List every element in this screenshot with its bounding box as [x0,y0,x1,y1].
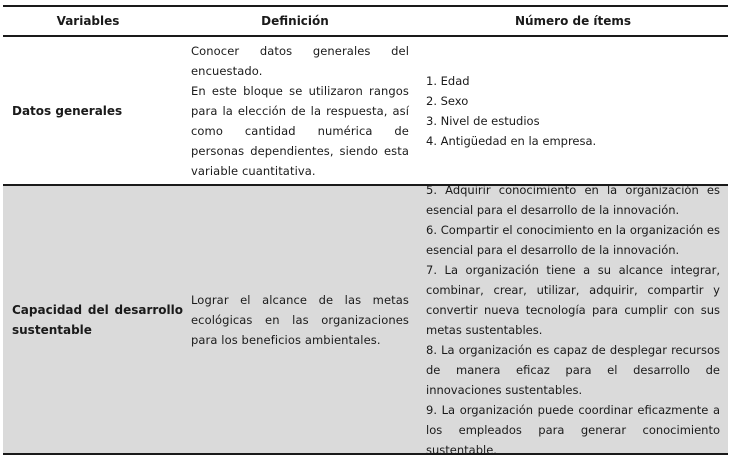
item: 3. Nivel de estudios [426,113,540,128]
variable-cell: Capacidad del desarrollo sustentable [12,302,183,337]
table-row [3,37,728,186]
definition-text: Conocer datos generales del encuestado. [191,43,409,78]
definition-text: Lograr el alcance de las metas ecológicas en las organizaciones para los beneficios ambientales. [191,292,409,347]
item: 4. Antigüedad en la empresa. [426,133,597,148]
item: 9. La organización puede coordinar eficazmente a los empleados para generar conocimiento sustentable. [426,402,720,457]
item: 8. La organización es capaz de desplegar recursos de manera eficaz para el desarrollo de innovaciones sustentables. [426,342,720,397]
item: 7. La organización tiene a su alcance integrar, combinar, crear, utilizar, adquirir, compartir y convertir nueva tecnología para cumplir con sus metas sustentables. [426,262,720,337]
items-cell [415,180,728,460]
variables-table [3,5,728,455]
definition-cell [183,290,415,350]
definition-cell [183,41,415,181]
table-row [3,182,728,457]
table-header-row [3,5,728,37]
item: 6. Compartir el conocimiento en la organización es esencial para el desarrollo de la innovación. [426,222,720,257]
item: 5. Adquirir conocimiento en la organización es esencial para el desarrollo de la innovación. [426,182,720,217]
item: 2. Sexo [426,93,469,108]
header-definicion: Definición [261,14,329,28]
variable-cell: Datos generales [12,103,123,118]
definition-text: En este bloque se utilizaron rangos para la elección de la respuesta, así como cantidad numérica de personas dependientes, siendo esta variable cuantitativa. [191,83,409,178]
item: 1. Edad [426,73,470,88]
header-numero-items: Número de ítems [514,14,632,28]
header-variables: Variables [56,14,120,28]
items-cell [415,71,728,151]
